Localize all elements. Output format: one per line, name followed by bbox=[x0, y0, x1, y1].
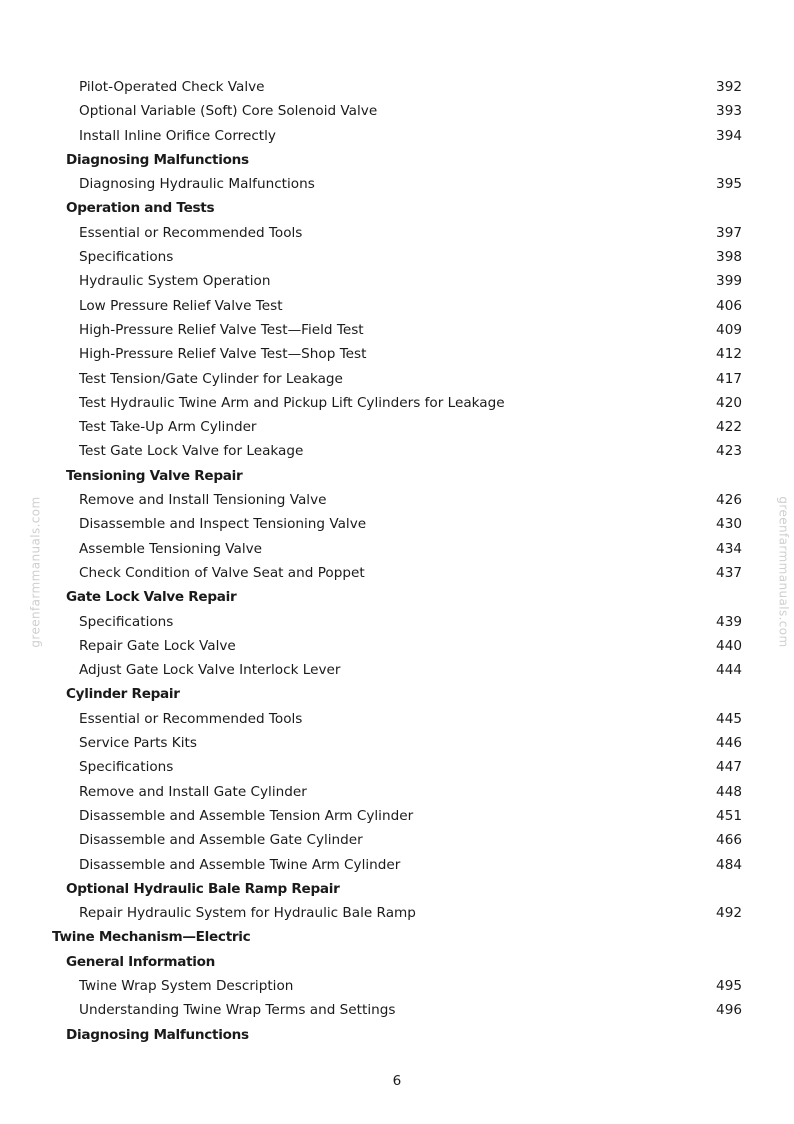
toc-entry-page: 397 bbox=[716, 224, 742, 241]
toc-entry-title: General Information bbox=[66, 953, 216, 970]
toc-entry[interactable] bbox=[0, 974, 794, 998]
toc-entry[interactable] bbox=[0, 391, 794, 415]
toc-entry[interactable] bbox=[0, 828, 794, 852]
toc-entry-page: 395 bbox=[716, 176, 742, 193]
toc-entry[interactable] bbox=[0, 610, 794, 634]
toc-entry[interactable] bbox=[0, 124, 794, 148]
toc-section-heading bbox=[0, 1023, 794, 1047]
page-number: 6 bbox=[392, 1073, 402, 1089]
toc-entry[interactable] bbox=[0, 99, 794, 123]
toc-entry-title: High-Pressure Relief Valve Test—Field Test bbox=[79, 321, 364, 338]
toc-entry-title: Optional Hydraulic Bale Ramp Repair bbox=[66, 880, 340, 897]
toc-entry-page: 399 bbox=[716, 273, 742, 290]
toc-entry-title: Twine Mechanism—Electric bbox=[52, 929, 251, 946]
toc-entry-page: 444 bbox=[716, 662, 742, 679]
toc-entry-title: Hydraulic System Operation bbox=[79, 273, 271, 290]
toc-entry[interactable] bbox=[0, 342, 794, 366]
toc-entry-page: 447 bbox=[716, 759, 742, 776]
toc-entry-title: Pilot-Operated Check Valve bbox=[79, 79, 265, 95]
toc-entry[interactable] bbox=[0, 755, 794, 779]
toc-entry[interactable] bbox=[0, 658, 794, 682]
toc-entry-page: 393 bbox=[716, 103, 742, 120]
toc-entry-title: Gate Lock Valve Repair bbox=[66, 589, 237, 606]
toc-section-heading bbox=[0, 585, 794, 609]
toc-entry-title: Diagnosing Hydraulic Malfunctions bbox=[79, 176, 315, 193]
toc-entry[interactable] bbox=[0, 439, 794, 463]
toc-entry-title: Test Gate Lock Valve for Leakage bbox=[79, 443, 304, 460]
toc-entry[interactable] bbox=[0, 853, 794, 877]
toc-entry[interactable] bbox=[0, 780, 794, 804]
toc-entry-title: Adjust Gate Lock Valve Interlock Lever bbox=[79, 662, 341, 679]
toc-entry[interactable] bbox=[0, 75, 794, 99]
watermark-left: greenfarmmanuals.com bbox=[28, 496, 43, 648]
toc-chapter-heading bbox=[0, 925, 794, 949]
toc-entry-page: 451 bbox=[716, 807, 742, 824]
toc-entry[interactable] bbox=[0, 731, 794, 755]
toc-entry[interactable] bbox=[0, 901, 794, 925]
toc-entry-title: Test Hydraulic Twine Arm and Pickup Lift Cylinders for Leakage bbox=[79, 394, 505, 411]
toc-entry-title: Optional Variable (Soft) Core Solenoid Valve bbox=[79, 103, 378, 120]
toc-entry-page: 392 bbox=[716, 79, 742, 95]
toc-entry-title: High-Pressure Relief Valve Test—Shop Test bbox=[79, 346, 367, 363]
toc-entry[interactable] bbox=[0, 415, 794, 439]
toc-entry-title: Disassemble and Assemble Gate Cylinder bbox=[79, 832, 363, 849]
toc-entry-page: 439 bbox=[716, 613, 742, 630]
toc-entry-page: 445 bbox=[716, 710, 742, 727]
toc-entry-title: Specifications bbox=[79, 613, 174, 630]
toc-section-heading bbox=[0, 196, 794, 220]
toc-entry-title: Specifications bbox=[79, 249, 174, 266]
toc-entry-title: Specifications bbox=[79, 759, 174, 776]
toc-entry-page: 446 bbox=[716, 735, 742, 752]
toc-entry-page: 406 bbox=[716, 297, 742, 314]
toc-entry[interactable] bbox=[0, 294, 794, 318]
toc-entry[interactable] bbox=[0, 804, 794, 828]
toc-entry-page: 420 bbox=[716, 394, 742, 411]
toc-entry-title: Understanding Twine Wrap Terms and Settings bbox=[79, 1002, 396, 1019]
toc-entry-title: Essential or Recommended Tools bbox=[79, 710, 303, 727]
toc-section-heading bbox=[0, 682, 794, 706]
toc-entry-title: Twine Wrap System Description bbox=[79, 977, 294, 994]
toc-entry[interactable] bbox=[0, 221, 794, 245]
toc-entry-title: Tensioning Valve Repair bbox=[66, 467, 243, 484]
toc-entry-title: Remove and Install Tensioning Valve bbox=[79, 492, 327, 509]
toc-entry-page: 394 bbox=[716, 127, 742, 144]
toc-entry-page: 430 bbox=[716, 516, 742, 533]
toc-entry-title: Disassemble and Inspect Tensioning Valve bbox=[79, 516, 367, 533]
toc-entry-title: Remove and Install Gate Cylinder bbox=[79, 783, 307, 800]
toc-entry-title: Essential or Recommended Tools bbox=[79, 224, 303, 241]
toc-entry[interactable] bbox=[0, 318, 794, 342]
toc-entry-title: Assemble Tensioning Valve bbox=[79, 540, 263, 557]
toc-entry-title: Diagnosing Malfunctions bbox=[66, 151, 249, 168]
table-of-contents bbox=[0, 75, 794, 1047]
toc-section-heading bbox=[0, 950, 794, 974]
toc-entry[interactable] bbox=[0, 269, 794, 293]
toc-entry-title: Check Condition of Valve Seat and Poppet bbox=[79, 564, 365, 581]
toc-entry-title: Low Pressure Relief Valve Test bbox=[79, 297, 283, 314]
toc-entry-page: 417 bbox=[716, 370, 742, 387]
toc-entry[interactable] bbox=[0, 245, 794, 269]
toc-entry-title: Cylinder Repair bbox=[66, 686, 180, 703]
toc-entry-title: Repair Hydraulic System for Hydraulic Bale Ramp bbox=[79, 905, 416, 922]
toc-entry-title: Install Inline Orifice Correctly bbox=[79, 127, 276, 144]
toc-entry-title: Test Tension/Gate Cylinder for Leakage bbox=[79, 370, 343, 387]
toc-entry-page: 466 bbox=[716, 832, 742, 849]
toc-entry-page: 484 bbox=[716, 856, 742, 873]
toc-entry[interactable] bbox=[0, 537, 794, 561]
toc-entry[interactable] bbox=[0, 707, 794, 731]
toc-entry-page: 409 bbox=[716, 321, 742, 338]
toc-entry-page: 495 bbox=[716, 977, 742, 994]
toc-entry-title: Operation and Tests bbox=[66, 200, 215, 217]
toc-entry-page: 412 bbox=[716, 346, 742, 363]
toc-entry-page: 422 bbox=[716, 419, 742, 436]
toc-entry-title: Disassemble and Assemble Twine Arm Cylinder bbox=[79, 856, 401, 873]
toc-entry-title: Disassemble and Assemble Tension Arm Cylinder bbox=[79, 807, 414, 824]
toc-entry-page: 440 bbox=[716, 637, 742, 654]
toc-section-heading bbox=[0, 877, 794, 901]
toc-entry-page: 398 bbox=[716, 249, 742, 266]
toc-section-heading bbox=[0, 464, 794, 488]
toc-entry-page: 437 bbox=[716, 564, 742, 581]
toc-entry[interactable] bbox=[0, 634, 794, 658]
toc-entry-page: 423 bbox=[716, 443, 742, 460]
toc-entry[interactable] bbox=[0, 561, 794, 585]
toc-entry-page: 496 bbox=[716, 1002, 742, 1019]
toc-entry[interactable] bbox=[0, 512, 794, 536]
toc-entry-title: Service Parts Kits bbox=[79, 735, 197, 752]
toc-entry[interactable] bbox=[0, 367, 794, 391]
toc-entry-page: 426 bbox=[716, 492, 742, 509]
toc-entry-page: 448 bbox=[716, 783, 742, 800]
toc-entry[interactable] bbox=[0, 488, 794, 512]
watermark-right: greenfarmmanuals.com bbox=[776, 496, 791, 648]
toc-entry-title: Repair Gate Lock Valve bbox=[79, 637, 236, 654]
toc-entry-page: 492 bbox=[716, 905, 742, 922]
toc-section-heading bbox=[0, 148, 794, 172]
toc-entry-title: Diagnosing Malfunctions bbox=[66, 1026, 249, 1043]
toc-entry-page: 434 bbox=[716, 540, 742, 557]
toc-entry[interactable] bbox=[0, 998, 794, 1022]
toc-entry-title: Test Take-Up Arm Cylinder bbox=[79, 419, 257, 436]
toc-entry[interactable] bbox=[0, 172, 794, 196]
